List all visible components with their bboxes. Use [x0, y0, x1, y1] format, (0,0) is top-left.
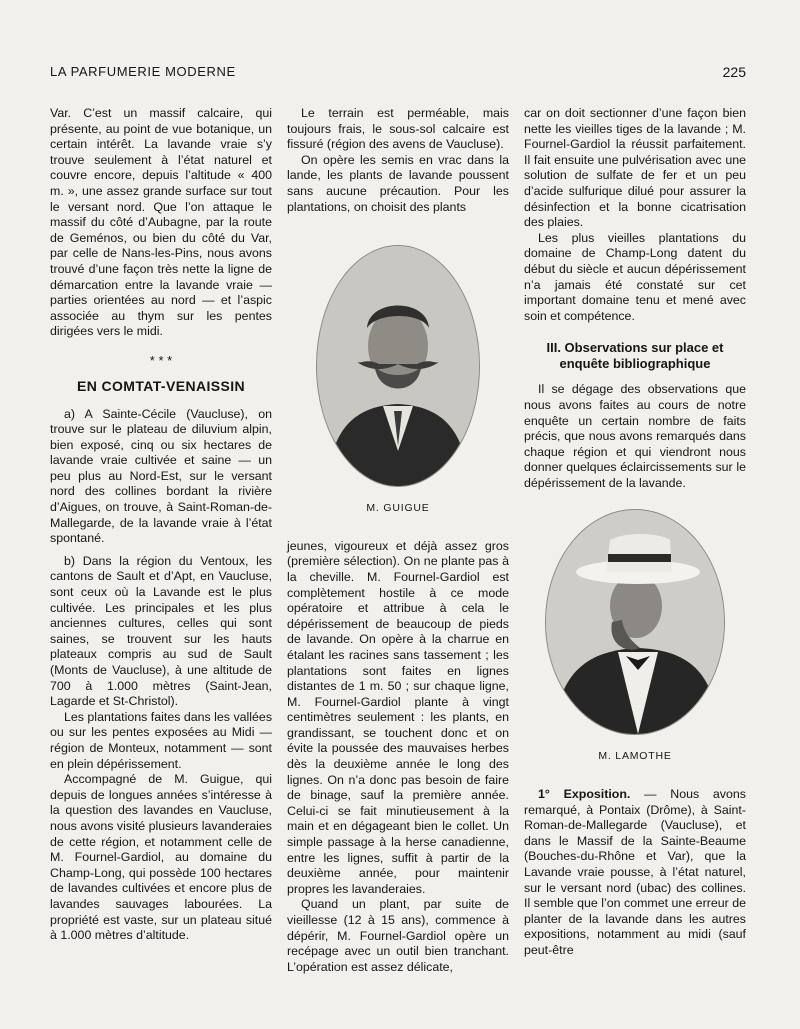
paragraph: Le terrain est perméable, mais toujours frais, le sous-sol calcaire est fissuré (région des avens de Vaucluse). — [287, 106, 509, 152]
photo-caption: M. LAMOTHE — [598, 750, 672, 763]
running-title: LA PARFUMERIE MODERNE — [50, 64, 236, 79]
text-column-middle — [287, 106, 509, 975]
paragraph: On opère les semis en vrac dans la lande, les plants de lavande poussent sans aucune précaution. Pour les plantations, on choisit des plants — [287, 152, 509, 214]
portrait-photo-guigue — [316, 245, 480, 487]
paragraph: a) A Sainte-Cécile (Vaucluse), on trouve sur le plateau de diluvium alpin, bien exposé, cinq ou six hectares de lavande vraie cultivée et saine — un peu plus au Nord-Est, sur le versant nord des collines bordant la rivière d’Aigues, on trouve, à Saint-Roman-de-Mallegarde, de la lavande vraie à l’état spontané. — [50, 406, 272, 546]
paragraph: Il se dégage des observations que nous avons faites au cours de notre enquête un certain nombre de faits précis, que nous avons remarqués dans chaque région et qui viendront nous donner quelques éclaircissements sur le dépérissement de la lavande. — [524, 382, 746, 490]
page-number: 225 — [722, 64, 746, 80]
section-heading: EN COMTAT-VENAISSIN — [76, 377, 246, 394]
text-column-left — [50, 106, 272, 944]
photo-caption: M. GUIGUE — [366, 502, 430, 515]
paragraph: — Nous avons remarqué, à Pontaix (Drôme), à Saint-Roman-de-Mallegarde (Vaucluse), et dans le Massif de la Sainte-Beaume (Bouches-du-Rhône et Var), que la Lavande vraie pousse, à l’état naturel, sur le versant nord (ubac) des collines. Il semble que l’on commet une erreur de planter de la lavande dans les autres expositions, notamment au midi (sauf peut-être — [524, 787, 746, 957]
paragraph: car on doit sectionner d’une façon bien nette les vieilles tiges de la lavande ; M. Fournel-Gardiol la réussit parfaitement. Il fait ensuite une pulvérisation avec une solution de sulfate de fer et un peu d’acide sulfurique dilué pour assurer la désinfection et la bonne cicatrisation des plaies. — [524, 106, 746, 230]
paragraph: Accompagné de M. Guigue, qui depuis de longues années s’intéresse à la question des lavandes en Vaucluse, nous avons visité plusieurs lavanderaies de cette région, et notamment celle de M. Fournel-Gardiol, au domaine du Champ-Long, qui possède 100 hectares de lavandes cultivées et encore plus de lavandes sauvages labourées. La propriété est vaste, sur un plateau situé à 1.000 mètres d’altitude. — [50, 772, 272, 943]
paragraph: Quand un plant, par suite de vieillesse (12 à 15 ans), commence à dépérir, M. Fournel-Gardiol opère un recépage avec un outil bien tranchant. L’opération est assez délicate, — [287, 897, 509, 974]
subsection-heading: III. Observations sur place et enquête bibliographique — [546, 340, 724, 372]
paragraph: Les plantations faites dans les vallées ou sur les pentes exposées au Midi — région de Monteux, notamment — sont en plein dépérissement. — [50, 709, 273, 771]
portrait-photo-lamothe — [545, 509, 725, 735]
asterism-separator: * * * — [149, 352, 173, 368]
paragraph: jeunes, vigoureux et déjà assez gros (première sélection). On ne plante pas à la cheville. M. Fournel-Gardiol est complètement hostile à ce mode opératoire et attribue à cela le dépérissement de beaucoup de pieds de lavande. On opère à la charrue en étalant les racines sans tassement ; les plantations sont faites en lignes distantes de 1 m. 50 ; sur chaque ligne, M. Fournel-Gardiol plante à vingt centimètres seulement : les plants, en grandissant, se touchent donc et on évite la poussée des mauvaises herbes dès la deuxième année le long des lignes. On n’a donc pas besoin de faire de binage, sauf la première année. Celui-ci se fait minutieusement à la main et en dégageant bien le collet. Un simple passage à la herse canadienne, entre les lignes, suffit à partir de la deuxième année, pour maintenir propres les lavanderaies. — [287, 538, 509, 896]
paragraph: Les plus vieilles plantations du domaine de Champ-Long datent du début du siècle et aucun dépérissement n’a jamais été constaté sur cet important domaine tenu et mené avec soin et compétence. — [524, 230, 746, 323]
paragraph: b) Dans la région du Ventoux, les cantons de Sault et d’Apt, en Vaucluse, sont ceux où la Lavande est le plus cultivée. Les principales et les plus anciennes cultures, celles qui sont saines, se trouvent sur les hauts plateaux compris au sud de Sault (Monts de Vaucluse), à une altitude de 700 à 1.000 mètres (Saint-Jean, Lagarde et St-Christol). — [50, 553, 272, 709]
portrait-illustration — [317, 246, 479, 486]
text-column-right — [524, 106, 746, 959]
portrait-illustration — [546, 510, 724, 734]
paragraph: Var. C’est un massif calcaire, qui présente, au point de vue botanique, un certain intérêt. La lavande vraie s’y trouve seulement à l’état naturel et couvre encore, depuis l’altitude « 400 m. », une assez grande surface sur tout le versant nord. Que l’on attaque le massif du côté d’Aubagne, par la route de Geménos, ou bien du côté du Var, par celle de Nans-les-Pins, nous avons trouvé d’une façon très nette la ligne de démarcation entre la lavande vraie — parties orientées au nord — et l’aspic associée au thym sur les pentes dirigées vers le midi. — [50, 106, 272, 339]
paragraph-lead: 1° Exposition. — [538, 787, 631, 802]
